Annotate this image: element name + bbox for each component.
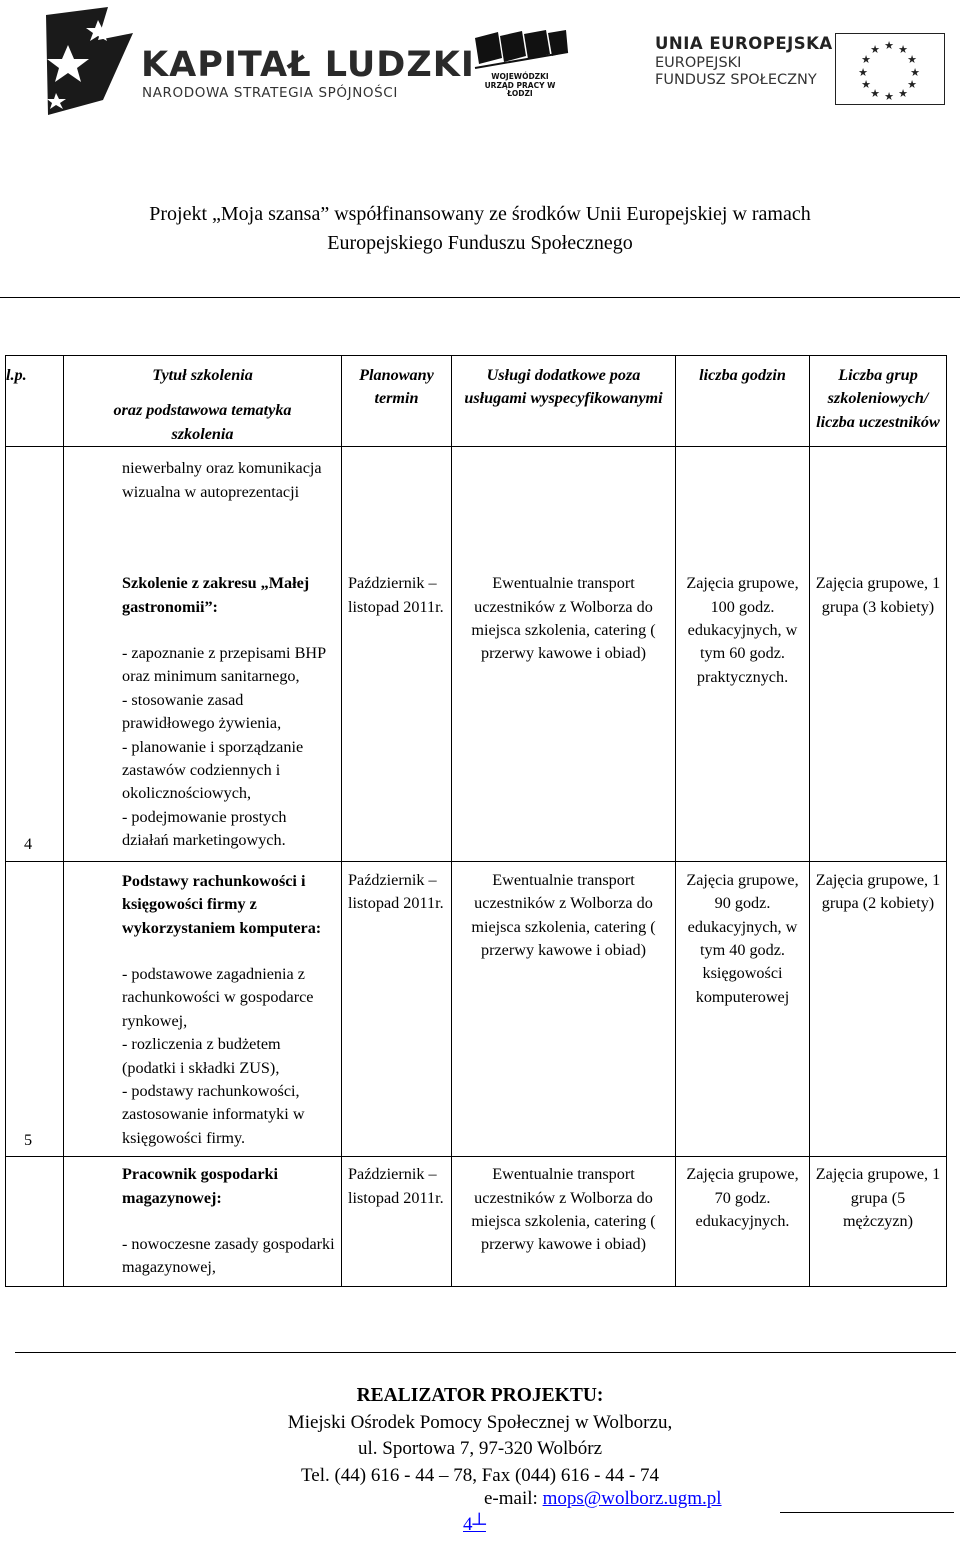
footer-email [484, 1488, 722, 1510]
svg-text:★: ★ [870, 43, 880, 56]
continuation-cell [64, 447, 342, 557]
wup-emblem-icon [470, 28, 570, 73]
col-header-services: Usługi dodatkowe poza usługami wyspecyfikowanymi [452, 356, 676, 447]
project-title [0, 200, 960, 258]
footer [0, 1383, 960, 1489]
term-text: Październik – listopad 2011r. [348, 1165, 444, 1207]
ue-efs-logo [655, 30, 955, 103]
svg-text:★: ★ [910, 66, 920, 79]
col-header-title-sub: oraz podstawowa tematyka szkolenia [113, 401, 292, 443]
svg-text:★: ★ [884, 90, 894, 103]
row-number: 5 [24, 1130, 33, 1149]
topic-title: Pracownik gospodarki magazynowej: [122, 1165, 279, 1207]
footer-divider [15, 1352, 956, 1353]
topic-item: - zapoznanie z przepisami BHP oraz minimum sanitarnego, [122, 644, 326, 686]
groups-cell [810, 1157, 947, 1287]
footer-line1: Miejski Ośrodek Pomocy Społecznej w Wolborzu, [287, 1411, 673, 1433]
term-text: Październik – listopad 2011r. [348, 574, 444, 616]
term-cell [342, 556, 452, 861]
header-divider [0, 297, 960, 298]
table-row-5 [6, 861, 947, 1156]
topic-title: Szkolenie z zakresu „Małej gastronomii”: [122, 574, 310, 616]
hours-cell [676, 861, 810, 1156]
ue-line3: FUNDUSZ SPOŁECZNY [655, 72, 817, 88]
continuation-text: niewerbalny oraz komunikacja wizualna w autoprezentacji [122, 459, 322, 501]
col-header-lp: l.p. [6, 356, 64, 447]
training-table [5, 355, 947, 1287]
topic-item: - planowanie i sporządzanie zastawów codziennych i okolicznościowych, [122, 737, 304, 803]
svg-text:★: ★ [858, 66, 868, 79]
services-text: Ewentualnie transport uczestników z Wolborza do miejsca szkolenia, catering ( przerwy kawowe i obiad) [471, 1165, 656, 1254]
svg-text:★: ★ [898, 87, 908, 100]
col-header-term: Planowany termin [342, 356, 452, 447]
col-header-groups: Liczba grup szkoleniowych/ liczba uczestników [810, 356, 947, 447]
term-text: Październik – listopad 2011r. [348, 870, 444, 913]
page-number-text: 4 [463, 1514, 473, 1535]
page-number: 4┴ [463, 1514, 486, 1535]
row-lp-cell [6, 861, 64, 1156]
eu-flag-icon [835, 33, 945, 105]
footer-heading: REALIZATOR PROJEKTU: [356, 1385, 604, 1406]
groups-cell [810, 861, 947, 1156]
ue-line2: EUROPEJSKI [655, 55, 742, 71]
topic-item: - rozliczenia z budżetem (podatki i składki ZUS), [122, 1035, 281, 1077]
row-number: 4 [24, 835, 33, 854]
col-header-title [64, 356, 342, 447]
project-title-line2: Europejskiego Funduszu Społecznego [327, 232, 633, 254]
groups-cell [810, 556, 947, 861]
topic-item: - nowoczesne zasady gospodarki magazynowej, [122, 1234, 335, 1277]
groups-text: Zajęcia grupowe, 1 grupa (5 mężczyzn) [815, 1165, 941, 1230]
topic-item: - stosowanie zasad prawidłowego żywienia, [122, 690, 282, 733]
col-header-title-main: Tytuł szkolenia [152, 366, 253, 384]
topic-item: - podstawowe zagadnienia z rachunkowości w gospodarce rynkowej, [122, 964, 314, 1030]
kapital-ludzki-emblem-icon [38, 5, 138, 120]
svg-text:★: ★ [898, 43, 908, 56]
svg-text:★: ★ [907, 78, 917, 91]
services-cell [452, 556, 676, 861]
wup-logo [470, 28, 590, 108]
groups-text: Zajęcia grupowe, 1 grupa (3 kobiety) [815, 574, 941, 616]
services-text: Ewentualnie transport uczestników z Wolborza do miejsca szkolenia, catering ( przerwy kawowe i obiad) [471, 574, 656, 663]
svg-text:★: ★ [870, 87, 880, 100]
services-cell [452, 861, 676, 1156]
hours-text: Zajęcia grupowe, 70 godz. edukacyjnych. [686, 1165, 799, 1230]
hours-cell [676, 1157, 810, 1287]
col-header-hours: liczba godzin [676, 356, 810, 447]
email-link[interactable]: mops@wolborz.ugm.pl [542, 1488, 722, 1509]
svg-text:★: ★ [907, 53, 917, 66]
topic-cell [64, 556, 342, 861]
kapital-ludzki-subtitle: NARODOWA STRATEGIA SPÓJNOŚCI [142, 85, 398, 101]
project-title-line1: Projekt „Moja szansa” współfinansowany ze środków Unii Europejskiej w ramach [149, 203, 811, 225]
svg-text:★: ★ [861, 53, 871, 66]
email-label: e-mail: [484, 1488, 543, 1509]
kapital-ludzki-title: KAPITAŁ LUDZKI [141, 45, 475, 85]
table-header-row [6, 356, 947, 447]
footer-line2: ul. Sportowa 7, 97-320 Wolbórz [357, 1438, 603, 1459]
groups-text: Zajęcia grupowe, 1 grupa (2 kobiety) [815, 870, 941, 913]
svg-text:★: ★ [884, 39, 894, 52]
row-lp-cell [6, 1157, 64, 1287]
topic-cell [64, 861, 342, 1156]
table-row-4 [6, 447, 947, 557]
email-underline [780, 1512, 954, 1513]
topic-item: - podstawy rachunkowości, zastosowanie informatyki w księgowości firmy. [122, 1081, 305, 1147]
table-row-6 [6, 1157, 947, 1287]
hours-text: Zajęcia grupowe, 100 godz. edukacyjnych, w tym 60 godz. praktycznych. [686, 574, 799, 686]
services-cell [452, 1157, 676, 1287]
services-text: Ewentualnie transport uczestników z Wolborza do miejsca szkolenia, catering ( przerwy kawowe i obiad) [471, 870, 656, 959]
svg-text:★: ★ [861, 78, 871, 91]
wup-text: WOJEWÓDZKI URZĄD PRACY W ŁODZI [484, 72, 556, 98]
topic-cell [64, 1157, 342, 1287]
table-row-4-content [6, 556, 947, 861]
ue-line1: UNIA EUROPEJSKA [655, 34, 833, 53]
topic-title: Podstawy rachunkowości i księgowości firmy z wykorzystaniem komputera: [122, 871, 322, 937]
footer-line3: Tel. (44) 616 - 44 – 78, Fax (044) 616 - 44 - 74 [300, 1464, 660, 1486]
kapital-ludzki-logo [38, 5, 475, 120]
row-lp-cell [6, 447, 64, 861]
term-cell [342, 861, 452, 1156]
topic-item: - podejmowanie prostych działań marketingowych. [122, 807, 287, 850]
term-cell [342, 1157, 452, 1287]
hours-cell [676, 556, 810, 861]
hours-text: Zajęcia grupowe, 90 godz. edukacyjnych, w tym 40 godz. księgowości komputerowej [686, 870, 799, 1006]
